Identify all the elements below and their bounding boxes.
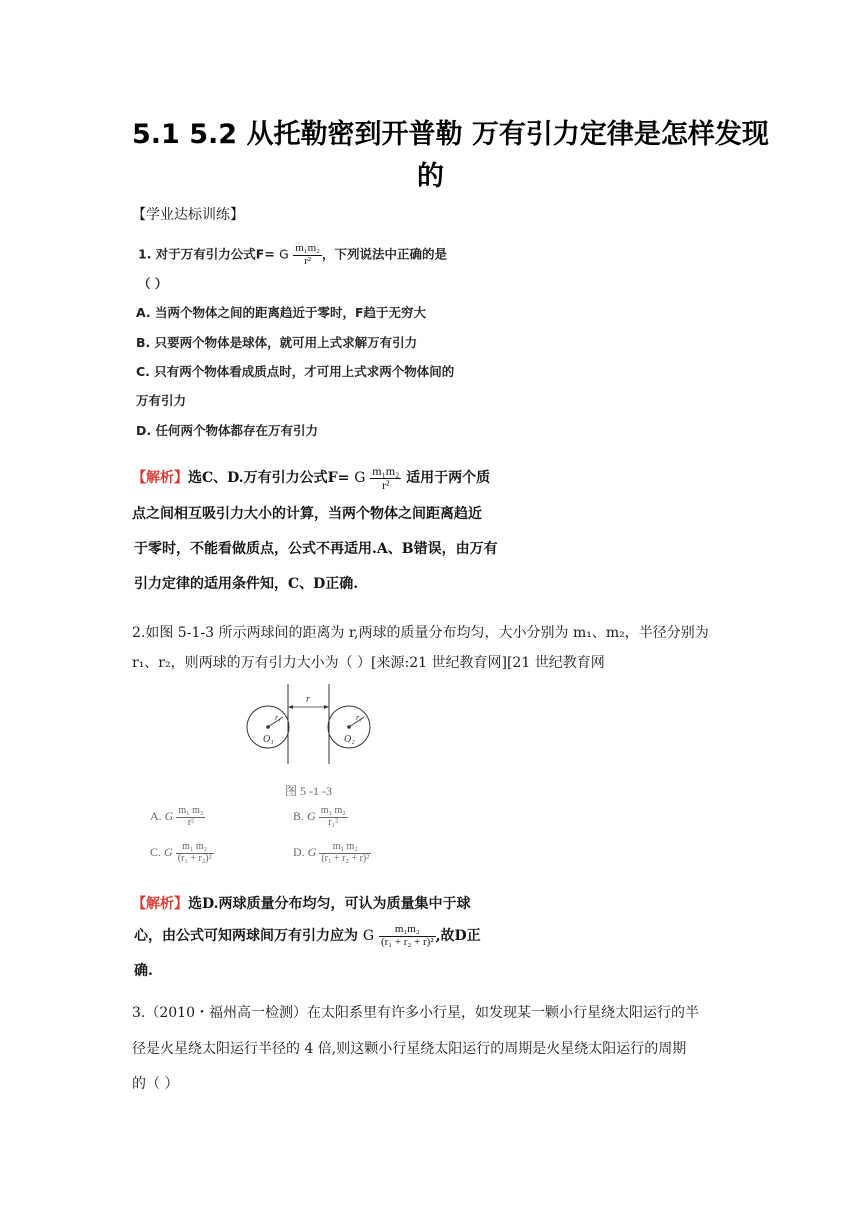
figure-left-center-label: O₁ xyxy=(263,734,274,745)
q2-choice-b-G: G xyxy=(307,808,316,823)
q1-analysis-tag: 【解析】 xyxy=(132,470,188,487)
q1-analysis-line2: 点之间相互吸引力大小的计算，当两个物体之间距离趋近 xyxy=(132,506,482,522)
page-title-line1: 5.1 5.2 从托勒密到开普勒 万有引力定律是怎样发现 xyxy=(132,119,769,150)
q1-analysis-denominator: r² xyxy=(381,477,390,492)
q2-choice-a-fraction xyxy=(176,806,205,828)
figure-left-radius-label: r₁ xyxy=(275,713,281,722)
page-title-line2: 的 xyxy=(417,161,444,192)
q2-analysis-line2 xyxy=(134,924,481,948)
q1-analysis-line1 xyxy=(132,465,490,491)
q2-choice-c-numerator: m₁ m₂ xyxy=(176,842,214,854)
q1-option-d: D. 任何两个物体都存在万有引力 xyxy=(136,423,318,438)
section-heading: 【学业达标训练】 xyxy=(132,207,244,223)
q2-analysis-denominator: (r₁ + r₂ + r)² xyxy=(380,935,434,948)
q3-line3: 的（ ） xyxy=(132,1076,179,1092)
q2-choice-c-denominator: (r₁ + r₂)² xyxy=(177,852,212,864)
q2-choice-d xyxy=(293,842,371,864)
q1-formula-fraction xyxy=(293,243,322,267)
q2-analysis-fraction xyxy=(379,924,436,948)
q2-choice-b-denominator: r₁² xyxy=(328,816,339,828)
q1-analysis-numerator: m₁m₂ xyxy=(372,464,400,478)
q1-option-c: C. 只有两个物体看成质点时，才可用上式求两个物体间的 xyxy=(136,364,455,379)
q2-choice-c-G: G xyxy=(164,844,173,859)
q1-analysis-suffix: 适用于两个质 xyxy=(401,470,491,487)
q1-analysis-line3: 于零时，不能看做质点，公式不再适用.A、B错误，由万有 xyxy=(134,541,498,557)
q2-analysis-line1 xyxy=(132,893,471,913)
q2-choice-a xyxy=(150,806,205,828)
q2-analysis-line2-suffix: ,故D正 xyxy=(435,928,481,945)
q1-analysis-fraction xyxy=(370,465,401,491)
q2-analysis-line3: 确. xyxy=(134,963,153,979)
q1-analysis-prefix: 选C、D.万有引力公式F= xyxy=(188,470,355,487)
q2-choice-d-label: D. xyxy=(293,844,305,859)
q2-analysis-tag: 【解析】 xyxy=(132,896,188,912)
figure-right-center-label: O₂ xyxy=(344,734,355,745)
q2-choice-a-label: A. xyxy=(150,808,162,823)
q2-choice-b-fraction xyxy=(319,806,348,828)
q1-blank: （ ） xyxy=(138,276,168,291)
q2-choice-a-denominator: r² xyxy=(187,816,195,828)
q1-analysis-line4: 引力定律的适用条件知，C、D正确. xyxy=(134,576,359,592)
q1-stem-suffix: ，下列说法中正确的是 xyxy=(322,246,448,262)
figure-r-label: r xyxy=(306,694,310,705)
q1-stem-prefix: 1. 对于万有引力公式F= xyxy=(138,246,280,262)
q2-choice-a-numerator: m₁ m₂ xyxy=(178,805,204,816)
q2-figure xyxy=(240,682,375,782)
q1-G: G xyxy=(279,246,289,262)
q2-choice-b-numerator: m₁ m₂ xyxy=(320,805,346,816)
q2-choice-c-fraction xyxy=(176,842,214,864)
figure-right-radius-label: r₂ xyxy=(356,713,362,722)
q2-choice-d-numerator: m₁ m₂ xyxy=(319,842,371,854)
q2-analysis-G: G xyxy=(362,928,375,945)
q2-choice-b-label: B. xyxy=(293,808,305,823)
q2-choice-c xyxy=(150,842,214,864)
q1-analysis-G: G xyxy=(354,470,366,487)
q2-choice-d-G: G xyxy=(307,844,317,859)
q2-choice-c-label: C. xyxy=(150,844,162,859)
q2-analysis-numerator: m₁m₂ xyxy=(379,924,436,937)
q1-option-c-cont: 万有引力 xyxy=(136,393,187,408)
q3-line1: 3.（2010・福州高一检测）在太阳系里有许多小行星，如发现某一颗小行星绕太阳运行的半 xyxy=(132,1005,699,1021)
q2-choice-d-fraction xyxy=(319,842,371,864)
q1-stem xyxy=(138,243,447,267)
figure-arrow-head-right xyxy=(324,705,329,709)
q3-line2: 径是火星绕太阳运行半径的 4 倍,则这颗小行星绕太阳运行的周期是火星绕太阳运行的周期 xyxy=(132,1041,687,1057)
q1-formula-denominator: r² xyxy=(304,254,312,267)
q1-option-a: A. 当两个物体之间的距离趋近于零时，F趋于无穷大 xyxy=(136,305,427,320)
q2-stem-line2: r₁、r₂，则两球的万有引力大小为（ ）[来源:21 世纪教育网][21 世纪教育网 xyxy=(132,655,605,671)
q1-formula-numerator: m₁m₂ xyxy=(295,242,321,254)
q2-choice-d-denominator: (r₁ + r₂ + r)² xyxy=(321,852,370,864)
figure-arrow-head-left xyxy=(288,705,293,709)
q2-choice-a-G: G xyxy=(164,808,174,823)
q2-analysis-line1-text: 选D.两球质量分布均匀，可认为质量集中于球 xyxy=(188,896,471,912)
figure-caption: 图 5 -1 -3 xyxy=(285,784,332,798)
q2-choice-b xyxy=(293,806,348,828)
q2-analysis-line2-prefix: 心，由公式可知两球间万有引力应为 xyxy=(134,928,363,945)
q2-stem-line1: 2.如图 5-1-3 所示两球间的距离为 r,两球的质量分布均匀，大小分别为 m₁、m₂，半径分别为 xyxy=(132,625,709,641)
q1-option-b: B. 只要两个物体是球体，就可用上式求解万有引力 xyxy=(136,335,418,350)
